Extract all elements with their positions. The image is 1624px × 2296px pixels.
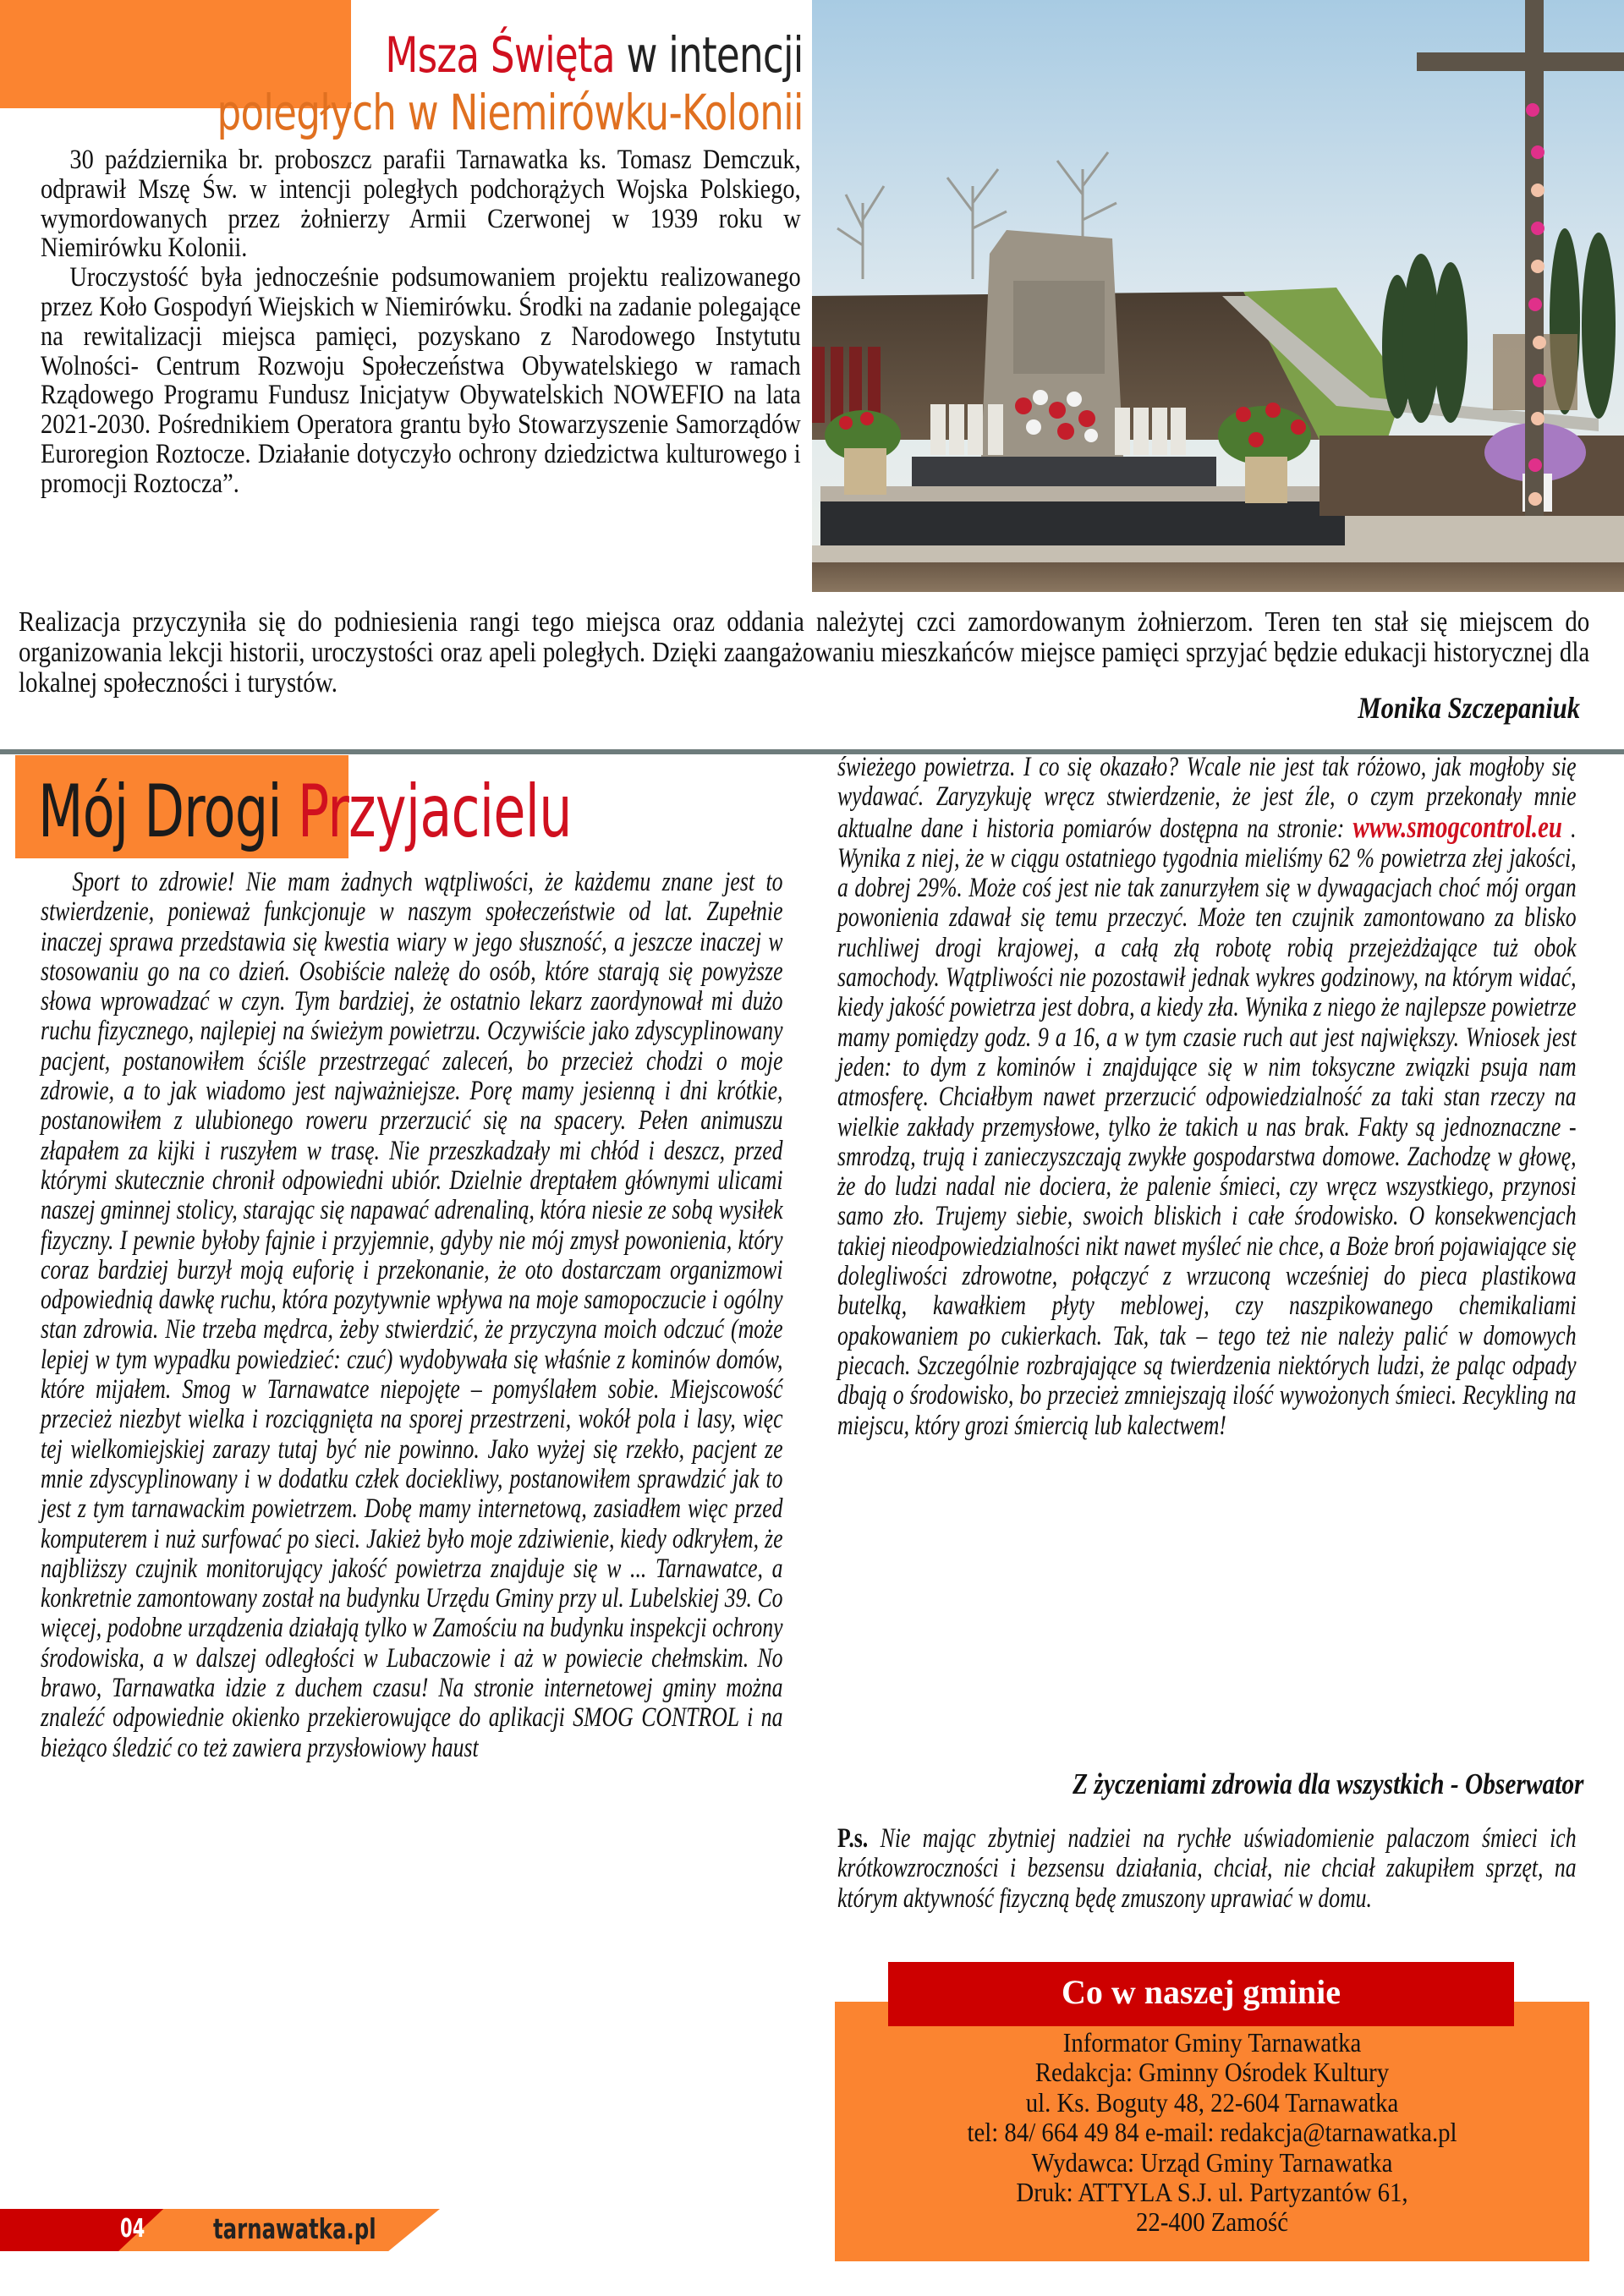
article1-full-paragraph: Realizacja przyczyniła się do podniesienia rangi tego miejsca oraz oddania należytej czci zamordowanym żołnierzom. Teren ten stał się miejscem do organizowania lekcji historii, uroczystości oraz apeli poległych. Dzięki zaangażowaniu mieszkańców miejsce pamięci sprzyjać będzie edukacji historycznej dla lokalnej społeczności i turystów. (19, 606, 1590, 699)
article1-title-dark: w intencji (615, 26, 804, 84)
info-line: Wydawca: Urząd Gminy Tarnawatka (1031, 2146, 1393, 2178)
article2-right-column (837, 753, 1577, 1441)
page-number: 04 (120, 2214, 145, 2244)
article2-left-column (41, 868, 782, 1763)
article2-title-dark: Mój Drogi (38, 770, 282, 854)
article2-title (38, 770, 572, 854)
article2-right-text-after-url: . Wynika z niej, że w ciągu ostatniego tygodnia mieliśmy 62 % powietrza złej jakości, a dobrej 29%. Może coś jest nie tak zanurzyłem się w dywagacjach choć mój organ powonienia zdawał się temu przeczyć. Może ten czujnik zamontowano za blisko ruchliwej drogi krajowej, a całą złą robotę robią przejeżdżające tuż obok samochody. Wątpliwości nie pozostawił jednak wykres godzinowy, na którym widać, kiedy jakość powietrza jest dobra, a kiedy zła. Wynika z niego że najlepsze powietrze mamy pomiędzy godz. 9 a 16, a w tym czasie ruch aut jest największy. Wniosek jest jeden: to dym z kominów i znajdujące się w nim toksyczne związki psuja nam atmosferę. Chciałbym nawet przerzucić odpowiedzialność za taki stan rzeczy na wielkie zakłady przemysłowe, tylko że takich u nas brak. Fakty są jednoznaczne - smrodzą, trują i zanieczyszczają zwykłe gospodarstwa domowe. Zachodzę w głowę, że do ludzi nadal nie dociera, że palenie śmieci, czy wręcz wszystkiego, przynosi samo zło. Trujemy siebie, swoich bliskich i całe środowisko. O konsekwencjach takiej nieodpowiedzialności nikt nawet myśleć nie chce, a Boże broń pojawiające się dolegliwości zdrowotne, połączyć z wrzuconą wcześniej do pieca plastikowa butelką, kawałkiem płyty meblowej, czy naszpikowanego chemikaliami opakowaniem po cukierkach. Tak, tak – tego też nie należy palić w domowych piecach. Szczególnie rozbrajające są twierdzenia niektórych ludzi, że paląc odpady dbają o środowisko, bo przecież zmniejszają ilość wywożonych śmieci. Recykling na miejscu, który grozi śmiercią lub kalectwem! (837, 813, 1577, 1441)
article2-postscript (837, 1824, 1577, 1914)
info-box-heading: Co w naszej gminie (888, 1962, 1514, 2026)
info-line: ul. Ks. Boguty 48, 22-604 Tarnawatka (1025, 2086, 1399, 2118)
info-line: Redakcja: Gminny Ośrodek Kultury (1034, 2057, 1390, 2088)
article1-paragraph: Uroczystość była jednocześnie podsumowaniem projektu realizowanego przez Koło Gospodyń Wiejskich w Niemirówku. Środki na zadanie polegające na rewitalizacji miejsca pamięci, pozyskano z Narodowego Instytutu Wolności- Centrum Rozwoju Społeczeństwa Obywatelskiego w ramach Rządowego Programu Fundusz Inicjatyw Obywatelskich NOWEFIO na lata 2021-2030. Pośrednikiem Operatora grantu było Stowarzyszenie Samorządów Euroregion Roztocze. Działanie dotyczyło ochrony dziedzictwa kulturowego i promocji Roztocza”. (41, 262, 801, 499)
info-line: Informator Gminy Tarnawatka (1062, 2027, 1362, 2058)
article1-author: Monika Szczepaniuk (1358, 691, 1580, 725)
article1-title-line2: poległych w Niemirówku-Kolonii (217, 84, 804, 141)
info-line-contact: tel: 84/ 664 49 84 e-mail: redakcja@tarnawatka.pl (967, 2117, 1457, 2148)
smogcontrol-link[interactable]: www.smogcontrol.eu (1352, 809, 1562, 845)
memorial-photo-image (812, 0, 1624, 592)
article2-title-red: Przyjacielu (297, 770, 572, 854)
postscript-text: Nie mając zbytniej nadziei na rychłe uświadomienie palaczom śmieci ich krótkowzroczności i bezsensu działania, chciał, nie chciał zakupiłem sprzęt, na którym aktywność fizyczną będę zmuszony uprawiać w domu. (837, 1823, 1577, 1914)
info-box-lines (835, 2028, 1589, 2238)
article1-paragraph: 30 października br. proboszcz parafii Tarnawatka ks. Tomasz Demczuk, odprawił Mszę Św. w intencji poległych podchorążych Wojska Polskiego, wymordowanych przez żołnierzy Armii Czerwonej w 1939 roku w Niemirówku Kolonii. (41, 145, 801, 264)
info-line: 22-400 Zamość (1136, 2206, 1288, 2238)
article1-title-red: Msza Święta (385, 26, 616, 84)
article1-title-line1 (386, 25, 804, 85)
article2-left-text: Sport to zdrowie! Nie mam żadnych wątpliwości, że każdemu znane jest to stwierdzenie, ponieważ funkcjonuje w naszym społeczeństwie od lat. Zupełnie inaczej sprawa przedstawia się kwestia wiary w jego słuszność, a jeszcze inaczej w stosowaniu go na co dzień. Osobiście należę do osób, które starają się powyższe słowa wprowadzać w czyn. Tym bardziej, że ostatnio lekarz zaordynował mi dużo ruchu fizycznego, najlepiej na świeżym powietrzu. Oczywiście jako zdyscyplinowany pacjent, postanowiłem ściśle przestrzegać zaleceń, bo przecież chodzi o moje zdrowie, a to jak wiadomo jest najważniejsze. Porę mamy jesienną i dni krótkie, postanowiłem z ulubionego roweru przerzucić się na spacery. Pełen animuszu złapałem za kijki i ruszyłem w trasę. Nie przeszkadzały mi chłód i deszcz, przed którymi skutecznie chronił odpowiedni ubiór. Dzielnie dreptałem głównymi ulicami naszej gminnej stolicy, starając się napawać adrenaliną, która niesie ze sobą wysiłek fizyczny. I pewnie byłoby fajnie i przyjemnie, gdyby nie mój zmysł powonienia, który coraz bardziej burzył moją euforię i przekonanie, że oto dostarczam organizmowi odpowiednią dawkę ruchu, która pozytywnie wpływa na moje samopoczucie i ogólny stan zdrowia. Nie trzeba mędrca, żeby stwierdzić, że przyczyna moich odczuć (może lepiej w tym wypadku powiedzieć: czuć) wydobywała się właśnie z kominów domów, które mijałem. Smog w Tarnawatce niepojęte – pomyślałem sobie. Miejscowość przecież niezbyt wielka i rozciągnięta na sporej przestrzeni, wokół pola i lasy, więc tej wielkomiejskiej zarazy tutaj być nie powinno. Jako wyżej się rzekło, pacjent ze mnie zdyscyplinowany i w dodatku człek dociekliwy, postanowiłem sprawdzić jak to jest z tym tarnawackim powietrzem. Dobę mamy internetową, zasiadłem więc przed komputerem i nuż surfować po sieci. Jakież było moje zdziwienie, kiedy odkryłem, że najbliższy czujnik monitorujący jakość powietrza znajduje się w ... Tarnawatce, a konkretnie zamontowany został na budynku Urzędu Gminy przy ul. Lubelskiej 39. Co więcej, podobne urządzenia działają tylko w Zamościu na budynku inspekcji ochrony środowiska, a w dalszej odległości w Lubaczowie i aż w powiecie chełmskim. No brawo, Tarnawatka idzie z duchem czasu! Na stronie internetowej gminy można znaleźć odpowiednie okienko przekierowujące do aplikacji SMOG CONTROL i na bieżąco śledzić co też zawiera przysłowiowy haust (41, 867, 783, 1763)
article2-right-text-before-url: świeżego powietrza. I co się okazało? Wcale nie jest tak różowo, jak mogłoby się wydawać. Zaryzykuję wręcz stwierdzenie, że jest źle, o czym przekonały mnie aktualne dane i historia pomiarów dostępna na stronie: (837, 752, 1577, 844)
article2-right-paragraph (837, 753, 1577, 1441)
footer-site-name: tarnawatka.pl (213, 2212, 376, 2245)
memorial-photo (812, 0, 1624, 592)
postscript-label: P.s. (837, 1823, 869, 1854)
article2-signature: Z życzeniami zdrowia dla wszystkich - Obserwator (1072, 1767, 1583, 1800)
article1-body (41, 145, 801, 499)
info-line: Druk: ATTYLA S.J. ul. Partyzantów 61, (1016, 2177, 1408, 2208)
